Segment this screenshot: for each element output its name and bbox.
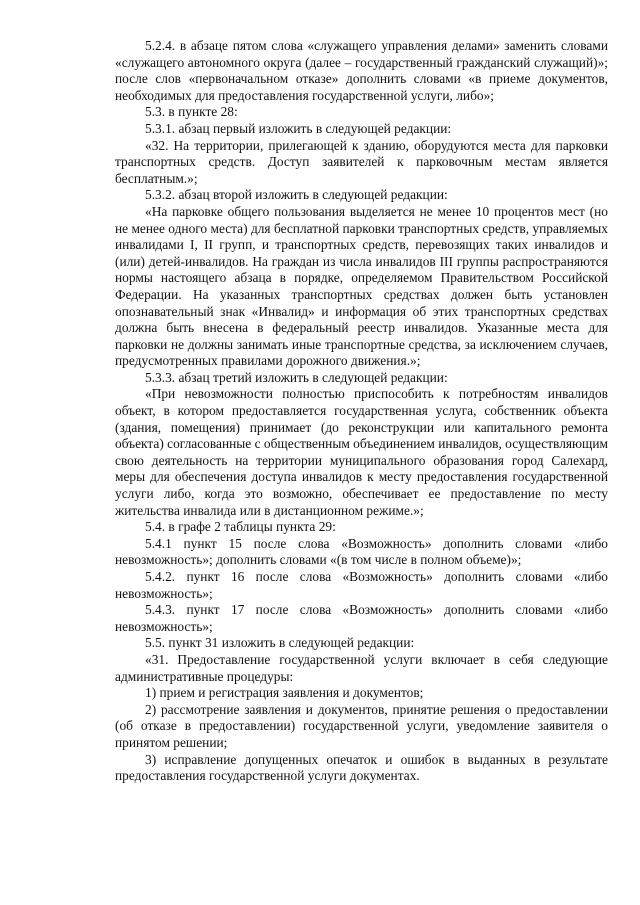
paragraph-quote-parking: «На парковке общего пользования выделяется не менее 10 процентов мест (но не менее одного места) для бесплатной парковки транспортных средств, управляемых инвалидами I, II групп, и транспортных средств, перевозящих таких инвалидов и (или) детей-инвалидов. На граждан из числа инвалидов III группы распространяются нормы настоящего абзаца в порядке, определяемом Правительством Российской Федерации. На указанных транспортных средствах должен быть установлен опознавательный знак «Инвалид» и информация об этих транспортных средствах должна быть внесена в федеральный реестр инвалидов. Указанные места для парковки не должны занимать иные транспортные средства, за исключением случаев, предусмотренных правилами дорожного движения.»; [115,203,608,369]
paragraph-quote-accessibility: «При невозможности полностью приспособить к потребностям инвалидов объект, в котором предоставляется государственная услуга, собственник объекта (здания, помещения) принимает (до реконструкции или капитального ремонта объекта) согласованные с общественным объединением инвалидов, осуществляющим свою деятельность на территории муниципального образования город Салехард, меры для обеспечения доступа инвалидов к месту предоставления государственной услуги либо, когда это возможно, обеспечивает ее предоставление по месту жительства инвалида или в дистанционном режиме.»; [115,386,608,518]
list-item-3: 3) исправление допущенных опечаток и ошибок в выданных в результате предоставления государственной услуги документах. [115,751,608,784]
paragraph-5-3-2: 5.3.2. абзац второй изложить в следующей редакции: [145,187,448,203]
paragraph-quote-32: «32. На территории, прилегающей к зданию, оборудуются места для парковки транспортных средств. Доступ заявителей к парковочным местам является бесплатным.»; [115,137,608,186]
list-item-1: 1) прием и регистрация заявления и документов; [145,685,424,701]
paragraph-5-2-4: 5.2.4. в абзаце пятом слова «служащего управления делами» заменить словами «служащего автономного округа (далее – государственный гражданский служащий)»; после слов «первоначальном отказе» дополнить словами «в приеме документов, необходимых для предоставления государственной услуги, либо»; [115,38,608,103]
paragraph-5-3: 5.3. в пункте 28: [145,104,238,120]
paragraph-5-4-1: 5.4.1 пункт 15 после слова «Возможность» дополнить словами «либо невозможность»; дополнить словами «(в том числе в полном объеме)»; [115,535,608,568]
paragraph-quote-31: «31. Предоставление государственной услуги включает в себя следующие административные процедуры: [115,651,608,684]
paragraph-5-4: 5.4. в графе 2 таблицы пункта 29: [145,519,336,535]
paragraph-5-4-2: 5.4.2. пункт 16 после слова «Возможность» дополнить словами «либо невозможность»; [115,569,608,601]
paragraph-5-4-3: 5.4.3. пункт 17 после слова «Возможность» дополнить словами «либо невозможность»; [115,602,608,634]
document-body [115,38,608,785]
paragraph-5-5: 5.5. пункт 31 изложить в следующей редакции: [145,635,415,651]
list-item-2: 2) рассмотрение заявления и документов, принятие решения о предоставлении (об отказе в предоставлении) государственной услуги, уведомление заявителя о принятом решении; [115,701,608,750]
paragraph-5-3-1: 5.3.1. абзац первый изложить в следующей редакции: [145,120,452,136]
paragraph-5-3-3: 5.3.3. абзац третий изложить в следующей редакции: [145,369,448,385]
